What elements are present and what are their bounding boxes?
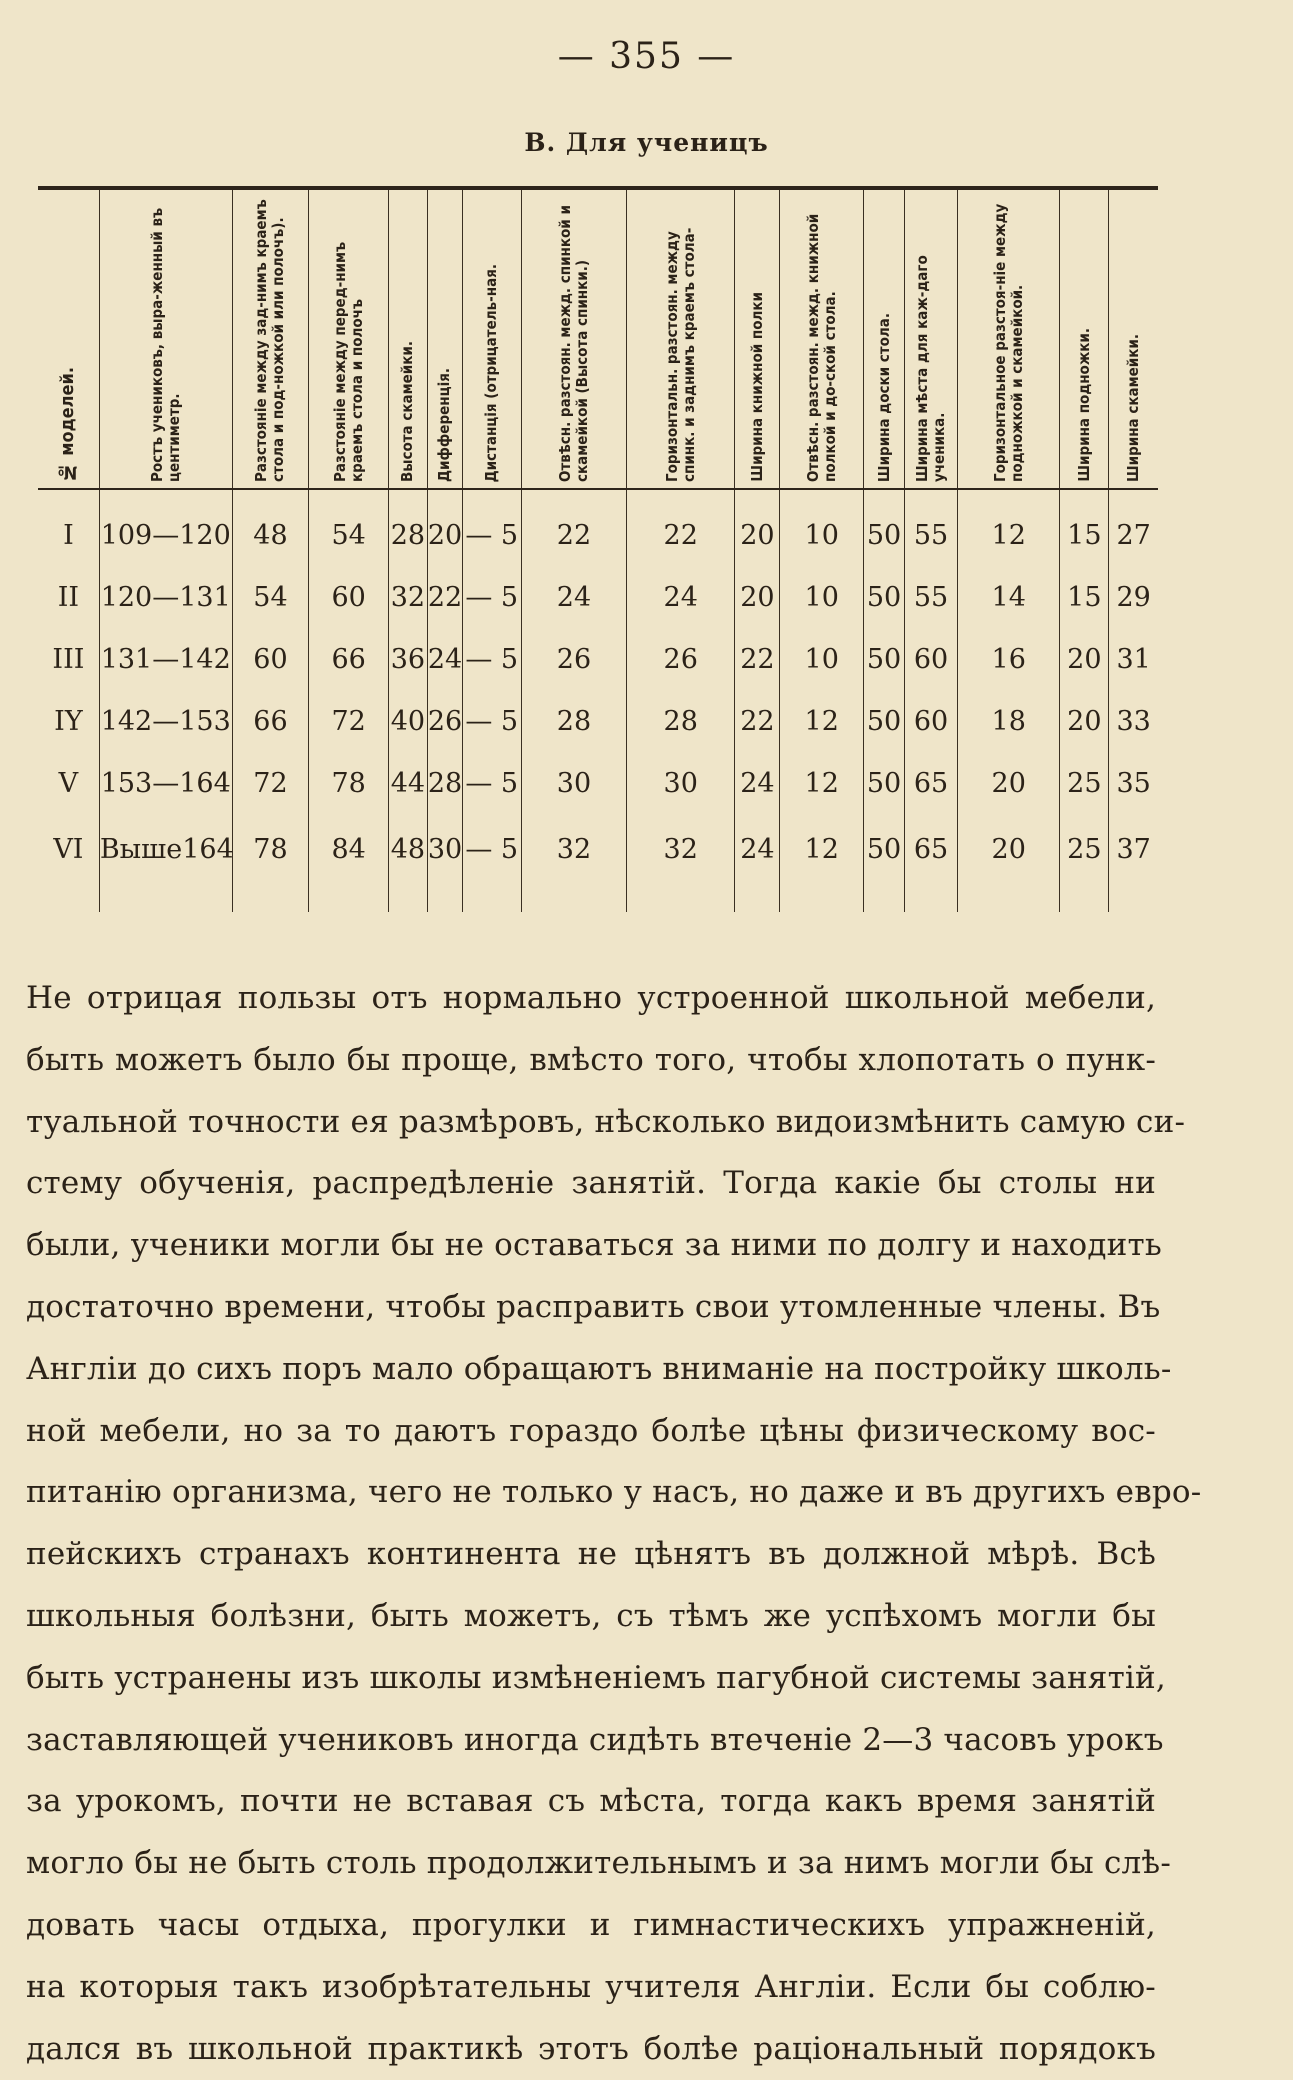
column-header <box>99 188 232 489</box>
table-cell: 26 <box>627 628 735 690</box>
table-cell: 25 <box>1060 814 1109 912</box>
table-cell: 28 <box>627 690 735 752</box>
table-row <box>38 752 1158 814</box>
body-paragraph <box>26 968 1202 2080</box>
table-cell: 12 <box>780 752 864 814</box>
table-cell: 18 <box>958 690 1060 752</box>
table-cell: 20 <box>1060 628 1109 690</box>
table-cell: 36 <box>389 628 428 690</box>
table-cell: 72 <box>232 752 309 814</box>
model-number-cell: I <box>63 519 74 551</box>
table-row <box>38 628 1158 690</box>
table-cell: 78 <box>309 752 389 814</box>
table-cell: 37 <box>1109 814 1158 912</box>
table-cell: 22 <box>627 489 735 566</box>
column-header <box>232 188 309 489</box>
table-cell: — 5 <box>462 566 521 628</box>
table-cell: 48 <box>232 489 309 566</box>
table-cell: 27 <box>1109 489 1158 566</box>
table-cell: 10 <box>780 489 864 566</box>
table-cell: 30 <box>427 814 462 912</box>
column-header <box>427 188 462 489</box>
table-cell: 26 <box>521 628 626 690</box>
table-cell: 28 <box>427 752 462 814</box>
table-cell: 12 <box>958 489 1060 566</box>
column-header-label: Ширина мѣста для каж-даго ученика. <box>913 255 949 482</box>
table-cell: 131—142 <box>99 628 232 690</box>
table-cell: 54 <box>232 566 309 628</box>
text-line: заставляющей учениковъ иногда сидѣть втеченіе 2—3 часовъ урокъ <box>26 1721 1164 1758</box>
table-cell: 24 <box>627 566 735 628</box>
column-header-label: Разстояніе между перед-нимъ краемъ стола и полочъ <box>330 241 366 482</box>
text-line: питанію организма, чего не только у насъ, но даже и въ другихъ евро- <box>26 1474 1202 1511</box>
column-header <box>1109 188 1158 489</box>
table-cell: 50 <box>864 690 905 752</box>
table-cell: 24 <box>427 628 462 690</box>
column-header <box>780 188 864 489</box>
table-cell: 16 <box>958 628 1060 690</box>
table-cell: 29 <box>1109 566 1158 628</box>
table-cell: — 5 <box>462 628 521 690</box>
column-header-label: Отвѣсн. разстоян. межд. книжной полкой и до-ской стола. <box>803 213 839 482</box>
column-header-label: Горизонтальн. разстоян. между спинк. и заднимъ краемъ стола- <box>662 227 698 482</box>
table-row <box>38 814 1158 912</box>
table-cell: 50 <box>864 814 905 912</box>
table-cell: 31 <box>1109 628 1158 690</box>
table-cell: 72 <box>309 690 389 752</box>
column-header <box>627 188 735 489</box>
table-cell: 15 <box>1060 489 1109 566</box>
furniture-dimensions-table <box>38 186 1158 912</box>
table-cell: 15 <box>1060 566 1109 628</box>
text-line: школьныя болѣзни, быть можетъ, съ тѣмъ же успѣхомъ могли бы <box>26 1597 1156 1634</box>
table-cell: 24 <box>521 566 626 628</box>
text-line: достаточно времени, чтобы расправить свои утомленные члены. Въ <box>26 1288 1161 1325</box>
table-cell: 48 <box>389 814 428 912</box>
table-row <box>38 489 1158 566</box>
table-cell: 60 <box>905 690 958 752</box>
table-cell: 142—153 <box>99 690 232 752</box>
column-header <box>38 188 99 489</box>
table-cell: 120—131 <box>99 566 232 628</box>
column-header-label: Высота скамейки. <box>398 340 417 482</box>
table-cell: 14 <box>958 566 1060 628</box>
table-cell: — 5 <box>462 489 521 566</box>
column-header-label: Ширина скамейки. <box>1124 333 1143 482</box>
text-line: пейскихъ странахъ континента не цѣнятъ въ должной мѣрѣ. Всѣ <box>26 1536 1156 1573</box>
table-body <box>38 489 1158 912</box>
column-header-label: Разстояніе между зад-нимъ краемъ стола и под-ножкой или полочъ). <box>252 199 288 482</box>
table-cell: 33 <box>1109 690 1158 752</box>
table-cell: 50 <box>864 489 905 566</box>
column-header <box>462 188 521 489</box>
table-cell: 65 <box>905 814 958 912</box>
table-cell: 55 <box>905 566 958 628</box>
column-header-label: Ширина доски стола. <box>874 312 893 482</box>
table-cell: 54 <box>309 489 389 566</box>
column-header-label: Дифференція. <box>435 368 454 482</box>
table-cell: 26 <box>427 690 462 752</box>
table-cell: 10 <box>780 628 864 690</box>
table-cell: 28 <box>521 690 626 752</box>
table-cell: 109—120 <box>99 489 232 566</box>
text-line: стему обученія, распредѣленіе занятій. Тогда какіе бы столы ни <box>26 1165 1156 1202</box>
column-header <box>309 188 389 489</box>
table-cell: 25 <box>1060 752 1109 814</box>
text-line: дался въ школьной практикѣ этотъ болѣе раціональный порядокъ <box>26 2030 1156 2067</box>
text-line: довать часы отдыха, прогулки и гимнастическихъ упражненій, <box>26 1906 1156 1943</box>
table-cell: 30 <box>627 752 735 814</box>
text-line: за урокомъ, почти не вставая съ мѣста, тогда какъ время занятій <box>26 1783 1156 1820</box>
model-number-cell: II <box>57 581 80 613</box>
table-cell: 55 <box>905 489 958 566</box>
table-header-row <box>38 188 1158 489</box>
column-header-label: Дистанція (отрицатель-ная. <box>482 263 501 482</box>
column-header-label: Ширина подножки. <box>1074 328 1093 482</box>
table-cell: 60 <box>309 566 389 628</box>
table-cell: 20 <box>735 489 780 566</box>
column-header <box>905 188 958 489</box>
table-cell: 44 <box>389 752 428 814</box>
table-cell: 22 <box>735 690 780 752</box>
table-cell: 40 <box>389 690 428 752</box>
table-cell: 35 <box>1109 752 1158 814</box>
table-cell: 10 <box>780 566 864 628</box>
model-number-cell: V <box>58 767 79 799</box>
column-header <box>958 188 1060 489</box>
table-cell: 60 <box>232 628 309 690</box>
table-cell: 50 <box>864 752 905 814</box>
table-cell: 24 <box>735 814 780 912</box>
table-cell: 28 <box>389 489 428 566</box>
table-cell: 65 <box>905 752 958 814</box>
table-cell: 12 <box>780 814 864 912</box>
column-header-label: Ростъ учениковъ, выра-женный въ центиметр. <box>147 207 183 482</box>
model-number-cell: IY <box>54 705 83 737</box>
text-line: Не отрицая пользы отъ нормально устроенной школьной мебели, <box>26 980 1156 1016</box>
table-cell: — 5 <box>462 752 521 814</box>
page-number: — 355 — <box>557 36 736 77</box>
column-header <box>389 188 428 489</box>
table-cell: 32 <box>627 814 735 912</box>
column-header <box>864 188 905 489</box>
text-line: ной мебели, но за то даютъ гораздо болѣе цѣны физическому вос- <box>26 1412 1156 1449</box>
text-line: быть можетъ было бы проще, вмѣсто того, чтобы хлопотать о пунк- <box>26 1041 1156 1078</box>
table-cell: 24 <box>735 752 780 814</box>
column-header <box>735 188 780 489</box>
table-cell: 50 <box>864 566 905 628</box>
table-cell: 20 <box>958 752 1060 814</box>
text-line: Англіи до сихъ поръ мало обращаютъ вниманіе на постройку школь- <box>26 1350 1172 1387</box>
column-header-label: Горизонтальное разстоя-ніе между подножкой и скамейкой. <box>990 203 1026 482</box>
table-cell: 78 <box>232 814 309 912</box>
table-cell: 20 <box>427 489 462 566</box>
table-cell: 22 <box>521 489 626 566</box>
text-line: могло бы не быть столь продолжительнымъ и за нимъ могли бы слѣ- <box>26 1845 1171 1882</box>
table-cell: 22 <box>735 628 780 690</box>
table-cell: — 5 <box>462 814 521 912</box>
table-cell: 20 <box>958 814 1060 912</box>
table-cell: 32 <box>521 814 626 912</box>
table-cell: 153—164 <box>99 752 232 814</box>
table-cell: 50 <box>864 628 905 690</box>
section-title: B. Для ученицъ <box>524 128 769 157</box>
table-cell: 66 <box>232 690 309 752</box>
column-header-label: № моделей. <box>57 366 79 482</box>
column-header-label: Ширина книжной полки <box>747 292 766 482</box>
column-header-label: Отвѣсн. разстоян. межд. спинкой и скамейкой (Высота спинки.) <box>555 205 591 482</box>
table-row <box>38 566 1158 628</box>
model-number-cell: VI <box>53 834 84 865</box>
column-header <box>521 188 626 489</box>
table-cell: 30 <box>521 752 626 814</box>
table-cell: 12 <box>780 690 864 752</box>
text-line: быть устранены изъ школы измѣненіемъ пагубной системы занятій, <box>26 1659 1166 1696</box>
table-cell: 20 <box>735 566 780 628</box>
text-line: на которыя такъ изобрѣтательны учителя Англіи. Если бы соблю- <box>26 1968 1156 2005</box>
text-line: были, ученики могли бы не оставаться за ними по долгу и находить <box>26 1227 1162 1264</box>
table-cell: 60 <box>905 628 958 690</box>
table-cell: — 5 <box>462 690 521 752</box>
table-cell: 84 <box>309 814 389 912</box>
column-header <box>1060 188 1109 489</box>
model-number-cell: III <box>52 643 85 675</box>
text-line: туальной точности ея размѣровъ, нѣсколько видоизмѣнить самую си- <box>26 1103 1186 1140</box>
table-cell: Выше164 <box>99 814 232 912</box>
table-row <box>38 690 1158 752</box>
table-cell: 22 <box>427 566 462 628</box>
table-cell: 66 <box>309 628 389 690</box>
table-cell: 32 <box>389 566 428 628</box>
table-cell: 20 <box>1060 690 1109 752</box>
